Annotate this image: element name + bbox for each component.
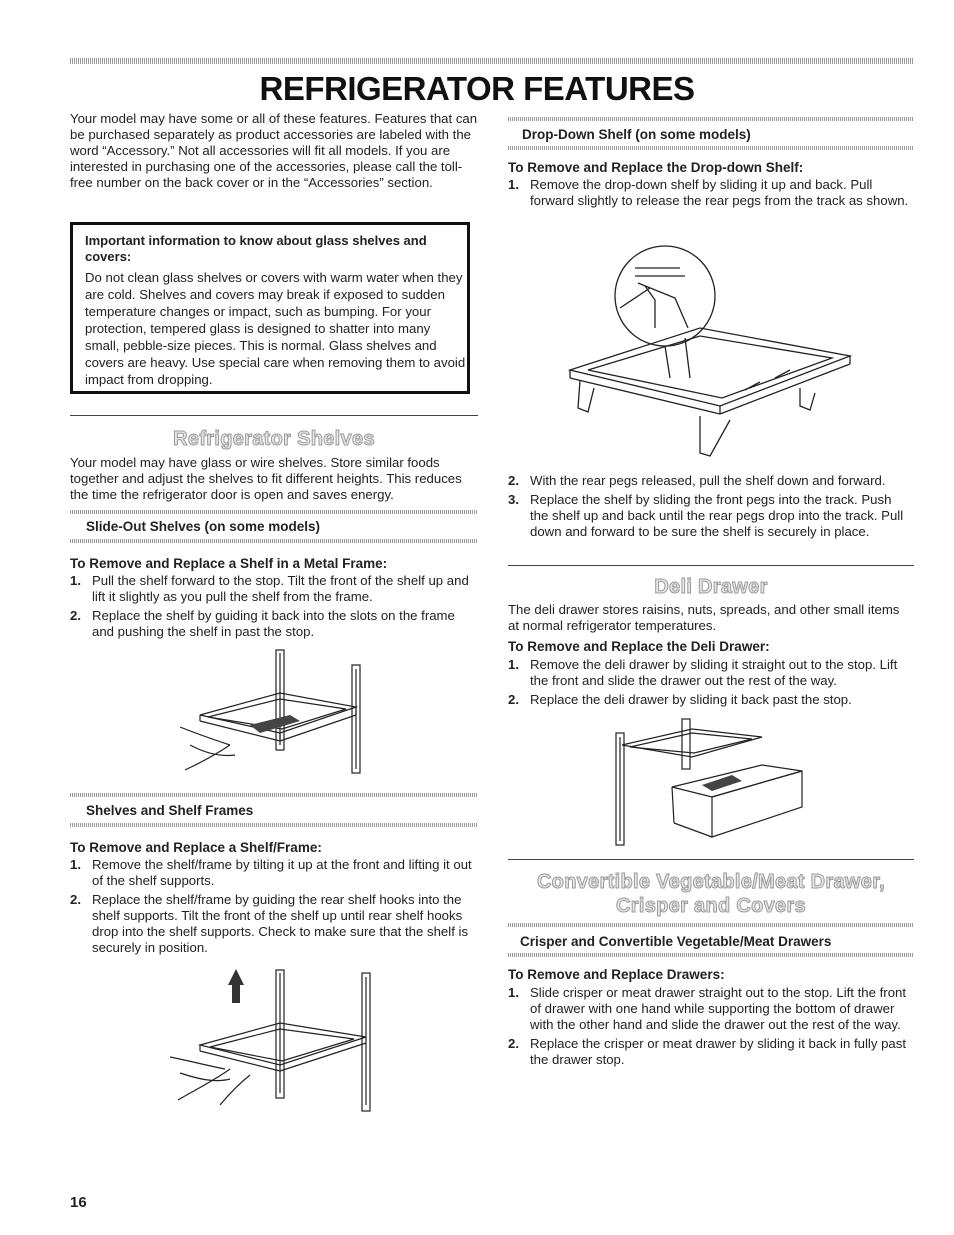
steps-drop-down-2	[508, 473, 912, 543]
list-item: 3. Replace the shelf by sliding the front pegs into the track. Push the shelf up and back until the rear pegs drop into the track. Pull down and forward to be sure the shelf is securely in place.	[508, 492, 904, 539]
shelf-frame-illustration	[170, 965, 380, 1115]
list-item: 1. Pull the shelf forward to the stop. Tilt the front of the shelf up and lift it slightly as you pull the shelf from the frame.	[70, 573, 469, 604]
section-heading-crisper-1: Convertible Vegetable/Meat Drawer,	[536, 871, 886, 893]
page-title: REFRIGERATOR FEATURES	[259, 70, 695, 107]
list-item: 1. Slide crisper or meat drawer straight out to the stop. Lift the front of drawer with one hand while supporting the bottom of drawer with the other hand and slide the drawer out the rest of the way.	[508, 985, 907, 1032]
list-item: 2. Replace the crisper or meat drawer by sliding it back in fully past the drawer stop.	[508, 1036, 907, 1067]
subheading-shelf-frames: Shelves and Shelf Frames	[86, 803, 254, 818]
list-item: 2. Replace the shelf/frame by guiding the rear shelf hooks into the shelf supports. Tilt the front of the shelf up until rear shelf hooks drop into the shelf supports. Check to make sure that the shelf is securely in position.	[70, 892, 469, 955]
drop-down-shelf-illustration	[560, 228, 860, 458]
section-divider	[508, 565, 914, 566]
page-number: 16	[70, 1194, 87, 1211]
steps-drop-down-1	[508, 177, 912, 212]
subheading-slide-out: Slide-Out Shelves (on some models)	[86, 519, 321, 534]
section-heading-crisper-2: Crisper and Covers	[616, 895, 806, 917]
section-divider	[70, 415, 478, 416]
steps-deli	[508, 657, 912, 711]
procedure-metal-frame: To Remove and Replace a Shelf in a Metal Frame:	[70, 556, 388, 571]
list-item: 1. Remove the deli drawer by sliding it straight out to the stop. Lift the front and slide the drawer out the rest of the way.	[508, 657, 898, 688]
sub-rule	[70, 539, 478, 543]
section-heading-shelves: Refrigerator Shelves	[173, 428, 375, 450]
warning-heading: Important information to know about glass shelves and covers:	[85, 233, 427, 264]
sub-rule	[70, 510, 478, 514]
sub-rule	[508, 117, 914, 121]
steps-drawers	[508, 985, 912, 1071]
glass-warning-box	[70, 222, 470, 394]
slide-out-shelf-illustration	[180, 645, 380, 780]
sub-rule	[508, 953, 914, 957]
list-item: 1. Remove the drop-down shelf by sliding it up and back. Pull forward slightly to release the rear pegs from the track as shown.	[508, 177, 909, 208]
sub-rule	[70, 823, 478, 827]
list-item: 2. Replace the deli drawer by sliding it back past the stop.	[508, 692, 852, 707]
top-rule	[70, 58, 914, 64]
section-divider	[508, 859, 914, 860]
deli-intro: The deli drawer stores raisins, nuts, spreads, and other small items at normal refrigerator temperatures.	[508, 602, 900, 633]
section-heading-deli: Deli Drawer	[654, 576, 768, 598]
sub-rule	[508, 923, 914, 927]
warning-body: Do not clean glass shelves or covers with warm water when they are cold. Shelves and covers may break if exposed to sudden temperature changes or impact, such as bumping. For your protection, tempered glass is designed to shatter into many small, pebble-size pieces. This is normal. Glass shelves and covers are heavy. Use special care when removing them to avoid impact from dropping.	[85, 270, 466, 387]
procedure-deli: To Remove and Replace the Deli Drawer:	[508, 639, 770, 654]
shelves-intro: Your model may have glass or wire shelves. Store similar foods together and adjust the shelves to fit different heights. This reduces the time the refrigerator door is open and saves energy.	[70, 455, 462, 502]
subheading-drop-down: Drop-Down Shelf (on some models)	[522, 127, 751, 142]
list-item: 1. Remove the shelf/frame by tilting it up at the front and lifting it out of the shelf supports.	[70, 857, 472, 888]
subheading-crisper: Crisper and Convertible Vegetable/Meat Drawers	[520, 934, 832, 949]
procedure-shelf-frame: To Remove and Replace a Shelf/Frame:	[70, 840, 322, 855]
list-item: 2. With the rear pegs released, pull the shelf down and forward.	[508, 473, 886, 488]
intro-text: Your model may have some or all of these features. Features that can be purchased separately as product accessories are labeled with the word “Accessory.” Not all accessories will fit all models. If you are interested in purchasing one of the accessories, please call the toll-free number on the back cover or in the “Accessories” section.	[70, 111, 478, 190]
steps-metal-frame	[70, 573, 478, 643]
deli-drawer-illustration	[612, 715, 812, 850]
sub-rule	[508, 146, 914, 150]
procedure-drop-down: To Remove and Replace the Drop-down Shelf:	[508, 160, 804, 175]
steps-shelf-frame	[70, 857, 478, 959]
procedure-drawers: To Remove and Replace Drawers:	[508, 967, 725, 982]
sub-rule	[70, 793, 478, 797]
list-item: 2. Replace the shelf by guiding it back into the slots on the frame and pushing the shelf in past the stop.	[70, 608, 455, 639]
